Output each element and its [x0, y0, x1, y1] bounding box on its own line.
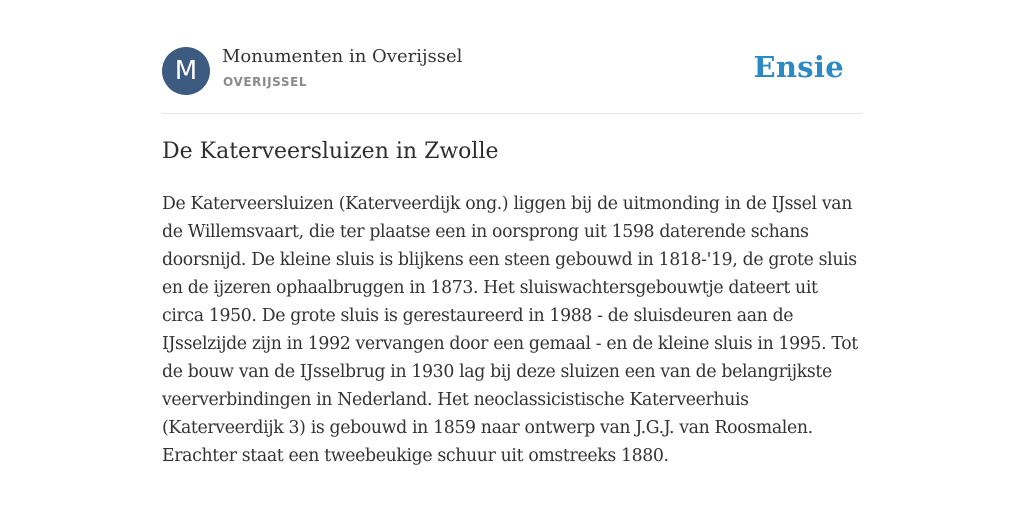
article-card	[162, 0, 862, 512]
channel-title[interactable]: Monumenten in Overijssel	[222, 46, 463, 67]
page-title: De Katerveersluizen in Zwolle	[162, 139, 499, 164]
article-body: De Katerveersluizen (Katerveerdijk ong.) liggen bij de uitmonding in de IJssel van de Willemsvaart, die ter plaatse een in oorsprong uit 1598 daterende schans doorsnijd. De kleine sluis is blijkens een steen gebouwd in 1818-'19, de grote sluis en de ijzeren ophaalbruggen in 1873. Het sluiswachtersgebouwtje dateert uit circa 1950. De grote sluis is gerestaureerd in 1988 - de sluisdeuren aan de IJsselzijde zijn in 1992 vervangen door een gemaal - en de kleine sluis in 1995. Tot de bouw van de IJsselbrug in 1930 lag bij deze sluizen een van de belangrijkste veerverbindingen in Nederland. Het neoclassicistische Katerveerhuis (Katerveerdijk 3) is gebouwd in 1859 naar ontwerp van J.G.J. van Roosmalen. Erachter staat een tweebeukige schuur uit omstreeks 1880.	[162, 194, 858, 466]
channel-header	[162, 46, 862, 96]
brand-logo[interactable]: Ensie	[753, 50, 844, 84]
channel-subtitle: OVERIJSSEL	[223, 75, 308, 89]
avatar[interactable]: M	[162, 47, 210, 95]
header-divider	[162, 113, 862, 114]
